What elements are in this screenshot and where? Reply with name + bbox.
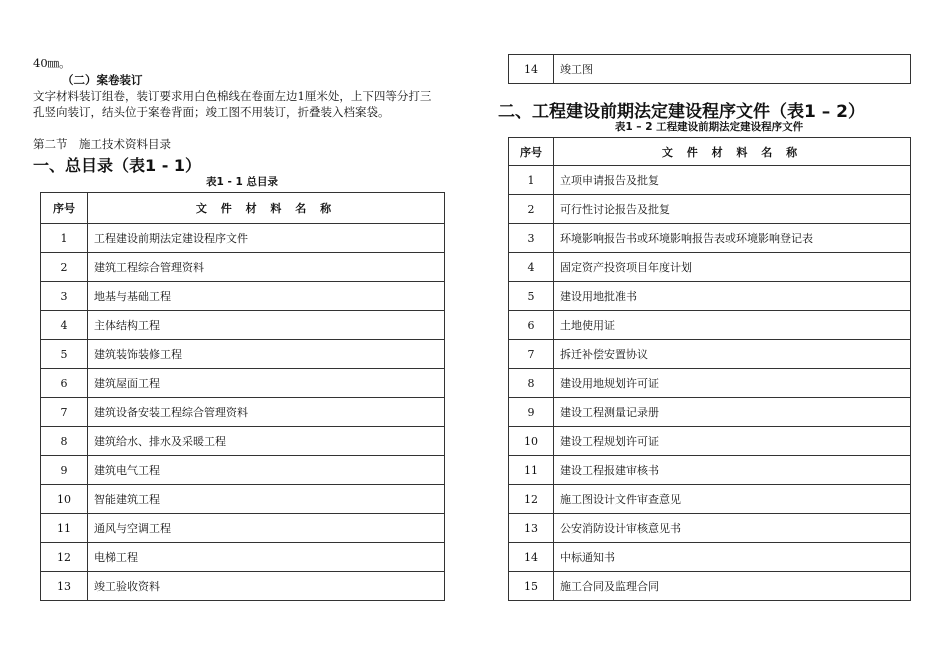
col-header-name: 文 件 材 料 名 称 <box>88 193 445 224</box>
table-row <box>41 427 445 456</box>
table-row <box>41 543 445 572</box>
row-name: 建筑电气工程 <box>88 456 445 485</box>
row-number: 14 <box>509 543 554 572</box>
table-row <box>41 340 445 369</box>
row-name: 施工合同及监理合同 <box>554 572 911 601</box>
row-number: 8 <box>509 369 554 398</box>
table-caption-1-2: 表1 – 2 工程建设前期法定建设程序文件 <box>614 121 804 133</box>
row-name: 地基与基础工程 <box>88 282 445 311</box>
row-name: 拆迁补偿安置协议 <box>554 340 911 369</box>
heading-general-catalog: 一、总目录（表1 - 1） <box>33 156 202 175</box>
row-name: 立项申请报告及批复 <box>554 166 911 195</box>
table-header-row <box>509 138 911 166</box>
row-number: 3 <box>41 282 88 311</box>
table-row <box>509 485 911 514</box>
table-row <box>509 514 911 543</box>
row-number: 8 <box>41 427 88 456</box>
row-number: 11 <box>509 456 554 485</box>
row-number: 4 <box>41 311 88 340</box>
row-name: 公安消防设计审核意见书 <box>554 514 911 543</box>
row-name: 竣工验收资料 <box>88 572 445 601</box>
row-number: 1 <box>509 166 554 195</box>
row-name: 建筑装饰装修工程 <box>88 340 445 369</box>
row-number: 13 <box>509 514 554 543</box>
table-row <box>509 456 911 485</box>
table-row <box>509 55 911 84</box>
row-name: 建筑工程综合管理资料 <box>88 253 445 282</box>
row-number: 15 <box>509 572 554 601</box>
table-row <box>509 427 911 456</box>
catalog-table <box>40 192 445 601</box>
legal-procedure-table <box>508 137 911 601</box>
table-row <box>41 514 445 543</box>
col-header-number: 序号 <box>509 138 554 166</box>
row-name: 施工图设计文件审查意见 <box>554 485 911 514</box>
row-name: 建设用地规划许可证 <box>554 369 911 398</box>
row-name: 固定资产投资项目年度计划 <box>554 253 911 282</box>
table-row <box>509 253 911 282</box>
table-row <box>41 311 445 340</box>
row-number: 12 <box>41 543 88 572</box>
table-row <box>509 369 911 398</box>
paragraph-line-2: 孔竖向装订，结头位于案卷背面；竣工图不用装订，折叠装入档案袋。 <box>33 105 390 119</box>
row-name: 可行性讨论报告及批复 <box>554 195 911 224</box>
row-number: 9 <box>41 456 88 485</box>
row-name: 主体结构工程 <box>88 311 445 340</box>
table-row <box>41 485 445 514</box>
row-number: 13 <box>41 572 88 601</box>
table-row <box>509 340 911 369</box>
row-number: 5 <box>509 282 554 311</box>
section-title: 第二节 施工技术资料目录 <box>33 137 171 151</box>
row-number: 7 <box>41 398 88 427</box>
row-number: 6 <box>509 311 554 340</box>
row-number: 7 <box>509 340 554 369</box>
table-row <box>41 398 445 427</box>
continued-table <box>508 54 911 84</box>
row-name: 电梯工程 <box>88 543 445 572</box>
table-header-row <box>41 193 445 224</box>
table-row <box>509 311 911 340</box>
row-number: 5 <box>41 340 88 369</box>
table-row <box>41 369 445 398</box>
table-row <box>41 253 445 282</box>
row-name: 建筑屋面工程 <box>88 369 445 398</box>
table-row <box>509 166 911 195</box>
row-number: 2 <box>41 253 88 282</box>
table-row <box>509 398 911 427</box>
row-number: 6 <box>41 369 88 398</box>
row-name: 通风与空调工程 <box>88 514 445 543</box>
col-header-name: 文 件 材 料 名 称 <box>554 138 911 166</box>
row-number: 9 <box>509 398 554 427</box>
row-name: 建筑设备安装工程综合管理资料 <box>88 398 445 427</box>
row-name: 土地使用证 <box>554 311 911 340</box>
row-number: 10 <box>41 485 88 514</box>
table-row <box>41 282 445 311</box>
table-row <box>41 456 445 485</box>
row-number: 11 <box>41 514 88 543</box>
table-row <box>41 572 445 601</box>
row-number: 14 <box>509 55 554 84</box>
row-number: 4 <box>509 253 554 282</box>
row-name: 建设用地批准书 <box>554 282 911 311</box>
row-name: 建设工程报建审核书 <box>554 456 911 485</box>
row-name: 建筑给水、排水及采暖工程 <box>88 427 445 456</box>
heading-legal-procedure: 二、工程建设前期法定建设程序文件（表1 – 2） <box>498 102 865 122</box>
row-name: 建设工程测量记录册 <box>554 398 911 427</box>
row-number: 3 <box>509 224 554 253</box>
row-number: 10 <box>509 427 554 456</box>
row-name: 建设工程规划许可证 <box>554 427 911 456</box>
row-number: 12 <box>509 485 554 514</box>
table-row <box>509 543 911 572</box>
row-name: 工程建设前期法定建设程序文件 <box>88 224 445 253</box>
col-header-number: 序号 <box>41 193 88 224</box>
row-name: 环境影响报告书或环境影响报告表或环境影响登记表 <box>554 224 911 253</box>
row-name: 竣工图 <box>554 55 911 84</box>
table-row <box>509 572 911 601</box>
table-row <box>509 282 911 311</box>
row-name: 中标通知书 <box>554 543 911 572</box>
subheading-binding: （二）案卷装订 <box>62 73 143 87</box>
table-row <box>509 224 911 253</box>
table-caption-1-1: 表1 - 1 总目录 <box>206 176 278 188</box>
table-row <box>509 195 911 224</box>
row-name: 智能建筑工程 <box>88 485 445 514</box>
row-number: 1 <box>41 224 88 253</box>
text-line-40mm: 40㎜。 <box>33 56 71 70</box>
paragraph-line-1: 文字材料装订组卷，装订要求用白色棉线在卷面左边1厘米处，上下四等分打三 <box>33 89 432 103</box>
table-row <box>41 224 445 253</box>
row-number: 2 <box>509 195 554 224</box>
